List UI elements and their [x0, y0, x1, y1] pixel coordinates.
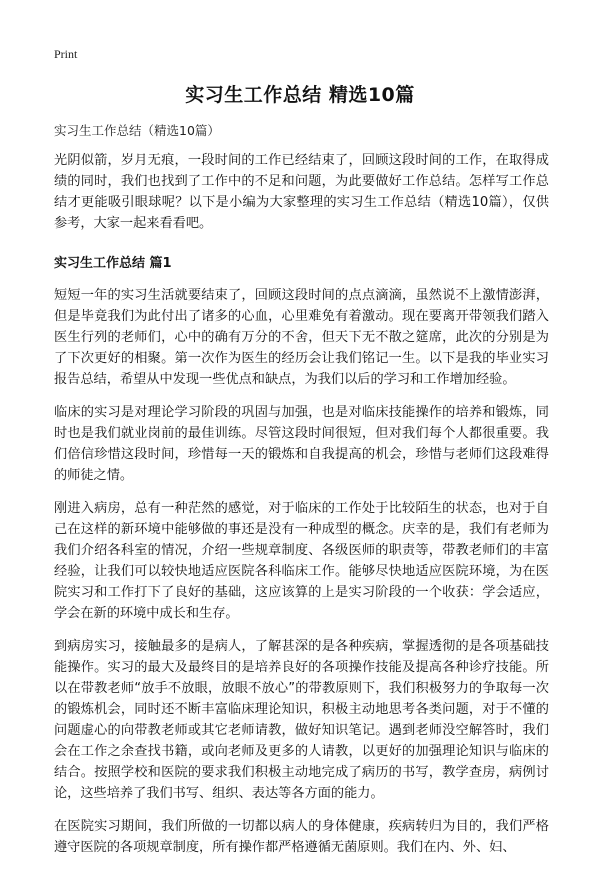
- document-subtitle: 实习生工作总结（精选10篇）: [54, 123, 220, 138]
- body-paragraph: 刚进入病房，总有一种茫然的感觉，对于临床的工作处于比较陌生的状态，也对于自己在这样的新环境中能够做的事还是没有一种成型的概念。庆幸的是，我们有老师为我们介绍各科室的情况，介绍一些规章制度、各级医师的职责等，带教老师们的丰富经验，让我们可以较快地适应医院各科临床工作。能够尽快地适应医院环境，为在医院实习和工作打下了良好的基础，这应该算的上是实习阶段的一个收获：学会适应，学会在新的环境中成长和生存。: [54, 501, 549, 621]
- body-paragraph: 临床的实习是对理论学习阶段的巩固与加强，也是对临床技能操作的培养和锻炼，同时也是我们就业岗前的最佳训练。尽管这段时间很短，但对我们每个人都很重要。我们倍信珍惜这段时间，珍惜每一天的锻炼和自我提高的机会，珍惜与老师们这段难得的师徒之情。: [54, 405, 549, 483]
- body-paragraph: 短短一年的实习生活就要结束了，回顾这段时间的点点滴滴，虽然说不上激情澎湃，但是毕竟我们为此付出了诸多的心血，心里难免有着激动。现在要离开带领我们踏入医生行列的老师们，心中的确有万分的不舍，但天下无不散之筵席，此次的分别是为了下次更好的相聚。第一次作为医生的经历会让我们铭记一生。以下是我的毕业实习报告总结，希望从中发现一些优点和缺点，为我们以后的学习和工作增加经验。: [54, 288, 549, 387]
- section-heading: 实习生工作总结 篇1: [54, 256, 172, 271]
- page-title: 实习生工作总结 精选10篇: [185, 84, 415, 106]
- intro-paragraph: 光阴似箭，岁月无痕，一段时间的工作已经结束了，回顾这段时间的工作，在取得成绩的同时，我们也找到了工作中的不足和问题，为此要做好工作总结。怎样写工作总结才更能吸引眼球呢？以下是小编为大家整理的实习生工作总结（精选10篇），仅供参考，大家一起来看看吧。: [54, 153, 549, 231]
- body-paragraph: 到病房实习，接触最多的是病人，了解甚深的是各种疾病，掌握透彻的是各项基础技能操作。实习的最大及最终目的是培养良好的各项操作技能及提高各种诊疗技能。所以在带教老师“放手不放眼，放眼不放心”的带教原则下，我们积极努力的争取每一次的锻炼机会，同时还不断丰富临床理论知识，积极主动地思考各类问题，对于不懂的问题虚心的向带教老师或其它老师请教，做好知识笔记。遇到老师没空解答时，我们会在工作之余查找书籍，或向老师及更多的人请教，以更好的加强理论知识与临床的结合。按照学校和医院的要求我们积极主动地完成了病历的书写，教学查房，病例讨论，这些培养了我们书写、组织、表达等各方面的能力。: [54, 639, 549, 801]
- article-body: [54, 150, 549, 870]
- print-link[interactable]: Print: [54, 47, 78, 61]
- body-paragraph: 在医院实习期间，我们所做的一切都以病人的身体健康，疾病转归为目的，我们严格遵守医院的各项规章制度，所有操作都严格遵循无菌原则。我们在内、外、妇、: [54, 819, 549, 855]
